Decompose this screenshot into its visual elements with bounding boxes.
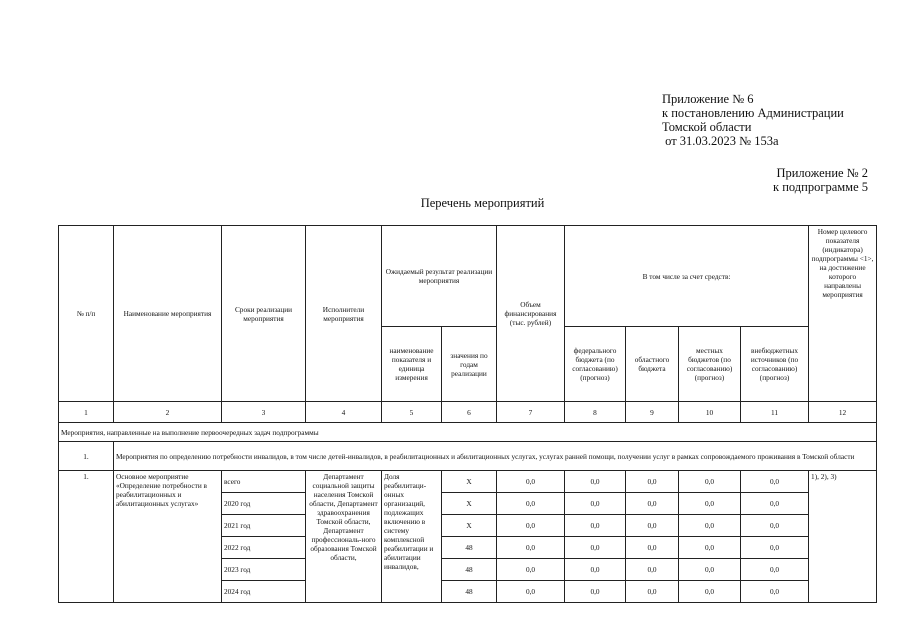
appendix-sub-line: к подпрограмме 5 xyxy=(773,180,868,194)
column-number: 12 xyxy=(809,402,877,423)
column-number: 9 xyxy=(626,402,679,423)
column-number: 7 xyxy=(497,402,565,423)
row-local: 0,0 xyxy=(679,537,741,559)
row-extra: 0,0 xyxy=(741,559,809,581)
appendix-main-line: от 31.03.2023 № 153а xyxy=(662,134,779,148)
row-funding: 0,0 xyxy=(497,493,565,515)
header-extra: внебюджетных источников (по согласованию) (прогноз) xyxy=(741,327,809,402)
row-funding: 0,0 xyxy=(497,559,565,581)
header-indicator-values: значения по годам реализации xyxy=(442,327,497,402)
activity-number: 1. xyxy=(59,471,114,603)
column-number: 5 xyxy=(382,402,442,423)
row-federal: 0,0 xyxy=(565,537,626,559)
row-indicator-value: Х xyxy=(442,493,497,515)
activity-indicator: Доля реабилитаци-онных организаций, подлежащих включению в систему комплексной реабилитации и абилитации инвалидов, xyxy=(382,471,442,603)
header-period: Сроки реализации мероприятия xyxy=(222,226,306,402)
activity-name: Основное мероприятие «Определение потребности в реабилитационных и абилитационных услугах» xyxy=(114,471,222,603)
row-regional: 0,0 xyxy=(626,471,679,493)
section-heading: Мероприятия, направленные на выполнение первоочередных задач подпрограммы xyxy=(59,423,877,442)
column-number: 10 xyxy=(679,402,741,423)
column-number: 3 xyxy=(222,402,306,423)
header-target: Номер целевого показателя (индикатора) подпрограммы <1>, на достижение которого направлены мероприятия xyxy=(809,226,877,402)
row-period: 2022 год xyxy=(222,537,306,559)
row-local: 0,0 xyxy=(679,471,741,493)
column-number: 2 xyxy=(114,402,222,423)
header-name: Наименование мероприятия xyxy=(114,226,222,402)
column-number: 4 xyxy=(306,402,382,423)
row-regional: 0,0 xyxy=(626,515,679,537)
header-federal: федерального бюджета (по согласованию) (прогноз) xyxy=(565,327,626,402)
row-extra: 0,0 xyxy=(741,537,809,559)
task-description: Мероприятия по определению потребности инвалидов, в том числе детей-инвалидов, в реабилитационных и абилитационных услугах, услугах ранней помощи, получении услуг в рамках сопровождаемого проживания в Томской области xyxy=(114,442,877,471)
row-funding: 0,0 xyxy=(497,537,565,559)
row-federal: 0,0 xyxy=(565,515,626,537)
header-funding: Объем финансирования (тыс. рублей) xyxy=(497,226,565,402)
row-period: 2020 год xyxy=(222,493,306,515)
appendix-header-main xyxy=(662,92,844,148)
appendix-main-line: к постановлению Администрации xyxy=(662,106,844,120)
header-indicator-name: наименование показателя и единица измерения xyxy=(382,327,442,402)
header-num: № п/п xyxy=(59,226,114,402)
row-local: 0,0 xyxy=(679,493,741,515)
appendix-header-sub xyxy=(773,166,868,194)
row-funding: 0,0 xyxy=(497,515,565,537)
row-indicator-value: 48 xyxy=(442,537,497,559)
row-extra: 0,0 xyxy=(741,581,809,603)
row-regional: 0,0 xyxy=(626,493,679,515)
activity-executors: Департамент социальной защиты населения Томской области, Департамент здравоохранения Томской области, Департамент профессиональ-ного образования Томской области, xyxy=(306,471,382,603)
activity-target: 1), 2), 3) xyxy=(809,471,877,603)
row-extra: 0,0 xyxy=(741,471,809,493)
row-local: 0,0 xyxy=(679,581,741,603)
row-funding: 0,0 xyxy=(497,471,565,493)
column-number: 1 xyxy=(59,402,114,423)
row-extra: 0,0 xyxy=(741,493,809,515)
row-period: 2023 год xyxy=(222,559,306,581)
column-number: 6 xyxy=(442,402,497,423)
appendix-main-line: Томской области xyxy=(662,120,752,134)
row-indicator-value: 48 xyxy=(442,581,497,603)
row-regional: 0,0 xyxy=(626,581,679,603)
row-period: 2024 год xyxy=(222,581,306,603)
row-indicator-value: Х xyxy=(442,515,497,537)
row-federal: 0,0 xyxy=(565,581,626,603)
header-expected-result: Ожидаемый результат реализации мероприятия xyxy=(382,226,497,327)
row-indicator-value: 48 xyxy=(442,559,497,581)
row-regional: 0,0 xyxy=(626,537,679,559)
appendix-sub-line: Приложение № 2 xyxy=(776,166,868,180)
task-number: 1. xyxy=(59,442,114,471)
row-period: всего xyxy=(222,471,306,493)
header-executors: Исполнители мероприятия xyxy=(306,226,382,402)
activities-table xyxy=(58,225,877,603)
appendix-main-line: Приложение № 6 xyxy=(662,92,754,106)
row-local: 0,0 xyxy=(679,515,741,537)
header-local: местных бюджетов (по согласованию) (прогноз) xyxy=(679,327,741,402)
column-number: 8 xyxy=(565,402,626,423)
document-title: Перечень мероприятий xyxy=(420,196,545,210)
column-number: 11 xyxy=(741,402,809,423)
row-federal: 0,0 xyxy=(565,471,626,493)
row-federal: 0,0 xyxy=(565,493,626,515)
row-local: 0,0 xyxy=(679,559,741,581)
row-indicator-value: Х xyxy=(442,471,497,493)
header-regional: областного бюджета xyxy=(626,327,679,402)
row-federal: 0,0 xyxy=(565,559,626,581)
header-including: В том числе за счет средств: xyxy=(565,226,809,327)
row-regional: 0,0 xyxy=(626,559,679,581)
row-funding: 0,0 xyxy=(497,581,565,603)
row-period: 2021 год xyxy=(222,515,306,537)
row-extra: 0,0 xyxy=(741,515,809,537)
